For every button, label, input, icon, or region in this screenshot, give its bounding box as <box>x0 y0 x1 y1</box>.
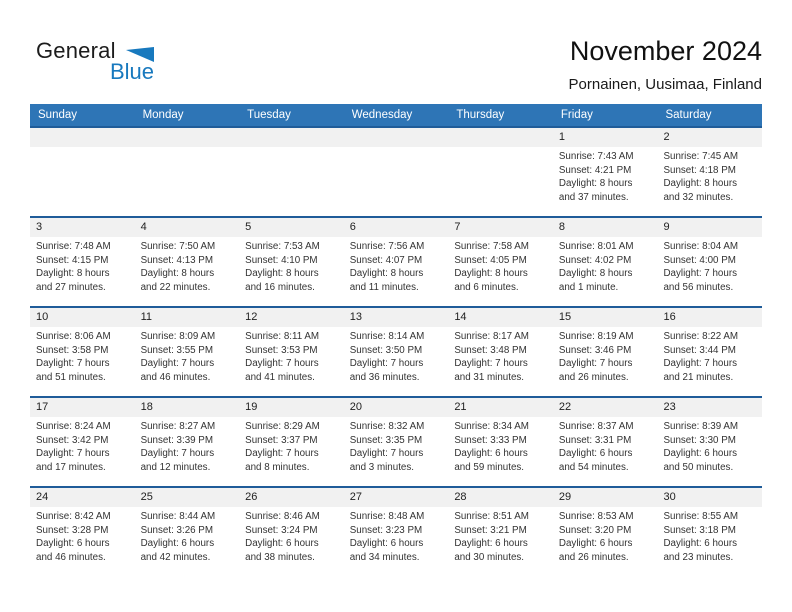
day-details <box>239 507 344 564</box>
day-details <box>448 147 553 150</box>
sunrise-line: Sunrise: 8:11 AM <box>245 331 320 342</box>
sunrise-line: Sunrise: 8:46 AM <box>245 511 320 522</box>
day-details <box>344 237 449 294</box>
week-row <box>30 126 762 216</box>
day-cell-2 <box>657 128 762 216</box>
week-row <box>30 306 762 396</box>
day-number <box>344 128 449 147</box>
day-cell-8 <box>553 218 658 306</box>
daylight-line: Daylight: 7 hours and 26 minutes. <box>558 358 633 383</box>
daylight-line: Daylight: 7 hours and 46 minutes. <box>140 358 215 383</box>
daylight-line: Daylight: 7 hours and 12 minutes. <box>140 448 215 473</box>
sunset-line: Sunset: 3:31 PM <box>558 434 632 446</box>
weekday-label-saturday: Saturday <box>665 109 712 121</box>
sunset-line: Sunset: 4:21 PM <box>558 164 632 176</box>
day-details <box>239 327 344 384</box>
day-details <box>30 417 135 474</box>
sunrise-line: Sunrise: 8:44 AM <box>140 511 216 522</box>
day-cell-22 <box>553 398 658 486</box>
sunrise-line: Sunrise: 8:19 AM <box>558 331 634 342</box>
sunrise-line: Sunrise: 8:06 AM <box>36 331 111 342</box>
sunrise-line: Sunrise: 8:51 AM <box>454 511 529 522</box>
day-number: 21 <box>448 398 553 417</box>
weekday-label-friday: Friday <box>560 109 593 121</box>
day-number: 11 <box>135 308 240 327</box>
day-details <box>344 507 449 564</box>
title-block <box>569 36 762 93</box>
day-details <box>30 237 135 294</box>
daylight-line: Daylight: 6 hours and 46 minutes. <box>36 538 110 563</box>
daylight-line: Daylight: 8 hours and 6 minutes. <box>454 268 528 293</box>
day-details <box>448 417 553 474</box>
sunset-line: Sunset: 3:35 PM <box>349 434 423 446</box>
day-number: 30 <box>657 488 762 507</box>
sunrise-line: Sunrise: 8:04 AM <box>663 241 739 252</box>
day-details <box>344 417 449 474</box>
daylight-line: Daylight: 7 hours and 3 minutes. <box>349 448 424 473</box>
day-number: 17 <box>30 398 135 417</box>
week-row <box>30 486 762 576</box>
day-details <box>239 237 344 294</box>
sunset-line: Sunset: 4:00 PM <box>663 254 736 266</box>
sunset-line: Sunset: 3:55 PM <box>140 344 214 356</box>
day-number: 18 <box>135 398 240 417</box>
sunset-line: Sunset: 3:21 PM <box>454 524 527 536</box>
sunrise-line: Sunrise: 7:43 AM <box>558 151 634 162</box>
day-details <box>553 507 658 564</box>
day-cell-3 <box>30 218 135 306</box>
daylight-line: Daylight: 7 hours and 36 minutes. <box>349 358 424 383</box>
empty-day-cell <box>448 128 553 216</box>
day-number: 22 <box>553 398 658 417</box>
day-number: 4 <box>135 218 240 237</box>
day-cell-14 <box>448 308 553 396</box>
day-details <box>448 237 553 294</box>
day-number <box>239 128 344 147</box>
day-number: 16 <box>657 308 762 327</box>
day-cell-25 <box>135 488 240 576</box>
daylight-line: Daylight: 8 hours and 22 minutes. <box>140 268 215 293</box>
day-cell-9 <box>657 218 762 306</box>
day-number: 23 <box>657 398 762 417</box>
day-cell-18 <box>135 398 240 486</box>
sunset-line: Sunset: 4:07 PM <box>349 254 423 266</box>
day-number <box>135 128 240 147</box>
day-details <box>657 507 762 564</box>
sunset-line: Sunset: 3:24 PM <box>245 524 318 536</box>
day-cell-19 <box>239 398 344 486</box>
sunrise-line: Sunrise: 8:53 AM <box>558 511 634 522</box>
day-number: 1 <box>553 128 658 147</box>
general-blue-logo <box>30 38 154 84</box>
daylight-line: Daylight: 7 hours and 56 minutes. <box>663 268 737 293</box>
empty-day-cell <box>239 128 344 216</box>
day-number: 12 <box>239 308 344 327</box>
day-number: 6 <box>344 218 449 237</box>
weekday-header <box>30 104 762 126</box>
sunrise-line: Sunrise: 8:55 AM <box>663 511 739 522</box>
sunset-line: Sunset: 4:05 PM <box>454 254 527 266</box>
day-cell-27 <box>344 488 449 576</box>
day-details <box>30 507 135 564</box>
day-cell-26 <box>239 488 344 576</box>
day-details <box>135 417 240 474</box>
sunset-line: Sunset: 4:02 PM <box>558 254 632 266</box>
day-cell-23 <box>657 398 762 486</box>
sunrise-line: Sunrise: 8:22 AM <box>663 331 739 342</box>
sunset-line: Sunset: 3:26 PM <box>140 524 214 536</box>
daylight-line: Daylight: 6 hours and 54 minutes. <box>558 448 633 473</box>
sunset-line: Sunset: 3:42 PM <box>36 434 109 446</box>
sunset-line: Sunset: 3:18 PM <box>663 524 736 536</box>
sunrise-line: Sunrise: 8:17 AM <box>454 331 529 342</box>
day-details <box>448 327 553 384</box>
daylight-line: Daylight: 6 hours and 26 minutes. <box>558 538 633 563</box>
empty-day-cell <box>344 128 449 216</box>
day-number <box>30 128 135 147</box>
day-details <box>344 147 449 150</box>
day-number: 19 <box>239 398 344 417</box>
empty-day-cell <box>30 128 135 216</box>
page-subtitle: Pornainen, Uusimaa, Finland <box>568 76 762 93</box>
day-details <box>344 327 449 384</box>
sunrise-line: Sunrise: 7:56 AM <box>349 241 425 252</box>
sunrise-line: Sunrise: 7:48 AM <box>36 241 111 252</box>
daylight-line: Daylight: 7 hours and 41 minutes. <box>245 358 319 383</box>
sunset-line: Sunset: 3:44 PM <box>663 344 736 356</box>
sunrise-line: Sunrise: 8:37 AM <box>558 421 634 432</box>
day-number: 20 <box>344 398 449 417</box>
day-number: 7 <box>448 218 553 237</box>
day-cell-17 <box>30 398 135 486</box>
day-cell-10 <box>30 308 135 396</box>
sunrise-line: Sunrise: 8:09 AM <box>140 331 216 342</box>
day-cell-30 <box>657 488 762 576</box>
day-number: 24 <box>30 488 135 507</box>
sunrise-line: Sunrise: 7:58 AM <box>454 241 529 252</box>
day-number: 27 <box>344 488 449 507</box>
day-details <box>553 147 658 204</box>
day-details <box>30 327 135 384</box>
daylight-line: Daylight: 7 hours and 8 minutes. <box>245 448 319 473</box>
daylight-line: Daylight: 7 hours and 17 minutes. <box>36 448 110 473</box>
weekday-label-thursday: Thursday <box>456 109 505 121</box>
daylight-line: Daylight: 8 hours and 16 minutes. <box>245 268 319 293</box>
sunrise-line: Sunrise: 7:45 AM <box>663 151 739 162</box>
weekday-label-sunday: Sunday <box>38 109 78 121</box>
sunrise-line: Sunrise: 8:14 AM <box>349 331 425 342</box>
sunset-line: Sunset: 3:30 PM <box>663 434 736 446</box>
day-details <box>239 147 344 150</box>
day-details <box>135 507 240 564</box>
sunrise-line: Sunrise: 8:34 AM <box>454 421 529 432</box>
daylight-line: Daylight: 7 hours and 51 minutes. <box>36 358 110 383</box>
daylight-line: Daylight: 8 hours and 32 minutes. <box>663 178 737 203</box>
logo-text-general: General <box>36 38 116 63</box>
sunset-line: Sunset: 4:10 PM <box>245 254 318 266</box>
daylight-line: Daylight: 6 hours and 50 minutes. <box>663 448 737 473</box>
sunrise-line: Sunrise: 8:48 AM <box>349 511 425 522</box>
day-number: 15 <box>553 308 658 327</box>
day-cell-7 <box>448 218 553 306</box>
sunset-line: Sunset: 4:13 PM <box>140 254 214 266</box>
daylight-line: Daylight: 6 hours and 34 minutes. <box>349 538 424 563</box>
sunset-line: Sunset: 3:23 PM <box>349 524 423 536</box>
day-details <box>553 237 658 294</box>
daylight-line: Daylight: 7 hours and 31 minutes. <box>454 358 528 383</box>
day-number: 29 <box>553 488 658 507</box>
daylight-line: Daylight: 6 hours and 38 minutes. <box>245 538 319 563</box>
calendar-grid <box>30 126 762 576</box>
day-number: 8 <box>553 218 658 237</box>
sunrise-line: Sunrise: 8:24 AM <box>36 421 111 432</box>
day-number: 5 <box>239 218 344 237</box>
day-number: 14 <box>448 308 553 327</box>
daylight-line: Daylight: 6 hours and 59 minutes. <box>454 448 528 473</box>
day-cell-13 <box>344 308 449 396</box>
day-details <box>657 327 762 384</box>
day-cell-6 <box>344 218 449 306</box>
day-details <box>448 507 553 564</box>
daylight-line: Daylight: 7 hours and 21 minutes. <box>663 358 737 383</box>
day-details <box>135 237 240 294</box>
day-cell-20 <box>344 398 449 486</box>
day-cell-11 <box>135 308 240 396</box>
day-details <box>135 147 240 150</box>
day-cell-5 <box>239 218 344 306</box>
sunrise-line: Sunrise: 7:50 AM <box>140 241 216 252</box>
day-details <box>135 327 240 384</box>
sunrise-line: Sunrise: 8:32 AM <box>349 421 425 432</box>
daylight-line: Daylight: 6 hours and 23 minutes. <box>663 538 737 563</box>
day-details <box>657 147 762 204</box>
sunset-line: Sunset: 3:33 PM <box>454 434 527 446</box>
day-details <box>657 417 762 474</box>
sunset-line: Sunset: 4:18 PM <box>663 164 736 176</box>
week-row <box>30 216 762 306</box>
day-details <box>30 147 135 150</box>
day-cell-1 <box>553 128 658 216</box>
daylight-line: Daylight: 6 hours and 30 minutes. <box>454 538 528 563</box>
sunrise-line: Sunrise: 8:27 AM <box>140 421 216 432</box>
day-number: 3 <box>30 218 135 237</box>
sunset-line: Sunset: 3:20 PM <box>558 524 632 536</box>
sunset-line: Sunset: 3:46 PM <box>558 344 632 356</box>
day-cell-16 <box>657 308 762 396</box>
sunset-line: Sunset: 4:15 PM <box>36 254 109 266</box>
day-number: 2 <box>657 128 762 147</box>
day-number: 13 <box>344 308 449 327</box>
sunset-line: Sunset: 3:37 PM <box>245 434 318 446</box>
sunrise-line: Sunrise: 8:42 AM <box>36 511 111 522</box>
sunset-line: Sunset: 3:58 PM <box>36 344 109 356</box>
day-cell-12 <box>239 308 344 396</box>
weekday-label-wednesday: Wednesday <box>351 109 413 121</box>
day-cell-21 <box>448 398 553 486</box>
sunset-line: Sunset: 3:28 PM <box>36 524 109 536</box>
daylight-line: Daylight: 8 hours and 11 minutes. <box>349 268 424 293</box>
weekday-label-monday: Monday <box>142 109 184 121</box>
weekday-label-tuesday: Tuesday <box>247 109 291 121</box>
sunset-line: Sunset: 3:48 PM <box>454 344 527 356</box>
empty-day-cell <box>135 128 240 216</box>
daylight-line: Daylight: 8 hours and 37 minutes. <box>558 178 633 203</box>
day-details <box>553 327 658 384</box>
daylight-line: Daylight: 6 hours and 42 minutes. <box>140 538 215 563</box>
logo-text-blue: Blue <box>109 59 154 84</box>
sunset-line: Sunset: 3:50 PM <box>349 344 423 356</box>
daylight-line: Daylight: 8 hours and 1 minute. <box>558 268 633 293</box>
day-number: 26 <box>239 488 344 507</box>
day-cell-28 <box>448 488 553 576</box>
sunset-line: Sunset: 3:39 PM <box>140 434 214 446</box>
week-row <box>30 396 762 486</box>
day-details <box>239 417 344 474</box>
page-title: November 2024 <box>569 36 762 66</box>
sunrise-line: Sunrise: 8:39 AM <box>663 421 739 432</box>
calendar <box>30 104 762 576</box>
day-number: 25 <box>135 488 240 507</box>
daylight-line: Daylight: 8 hours and 27 minutes. <box>36 268 110 293</box>
sunrise-line: Sunrise: 7:53 AM <box>245 241 320 252</box>
day-number: 9 <box>657 218 762 237</box>
day-details <box>657 237 762 294</box>
day-number: 10 <box>30 308 135 327</box>
day-cell-29 <box>553 488 658 576</box>
sunrise-line: Sunrise: 8:29 AM <box>245 421 320 432</box>
sunset-line: Sunset: 3:53 PM <box>245 344 318 356</box>
sunrise-line: Sunrise: 8:01 AM <box>558 241 634 252</box>
day-cell-15 <box>553 308 658 396</box>
day-number: 28 <box>448 488 553 507</box>
day-details <box>553 417 658 474</box>
day-cell-24 <box>30 488 135 576</box>
day-number <box>448 128 553 147</box>
day-cell-4 <box>135 218 240 306</box>
